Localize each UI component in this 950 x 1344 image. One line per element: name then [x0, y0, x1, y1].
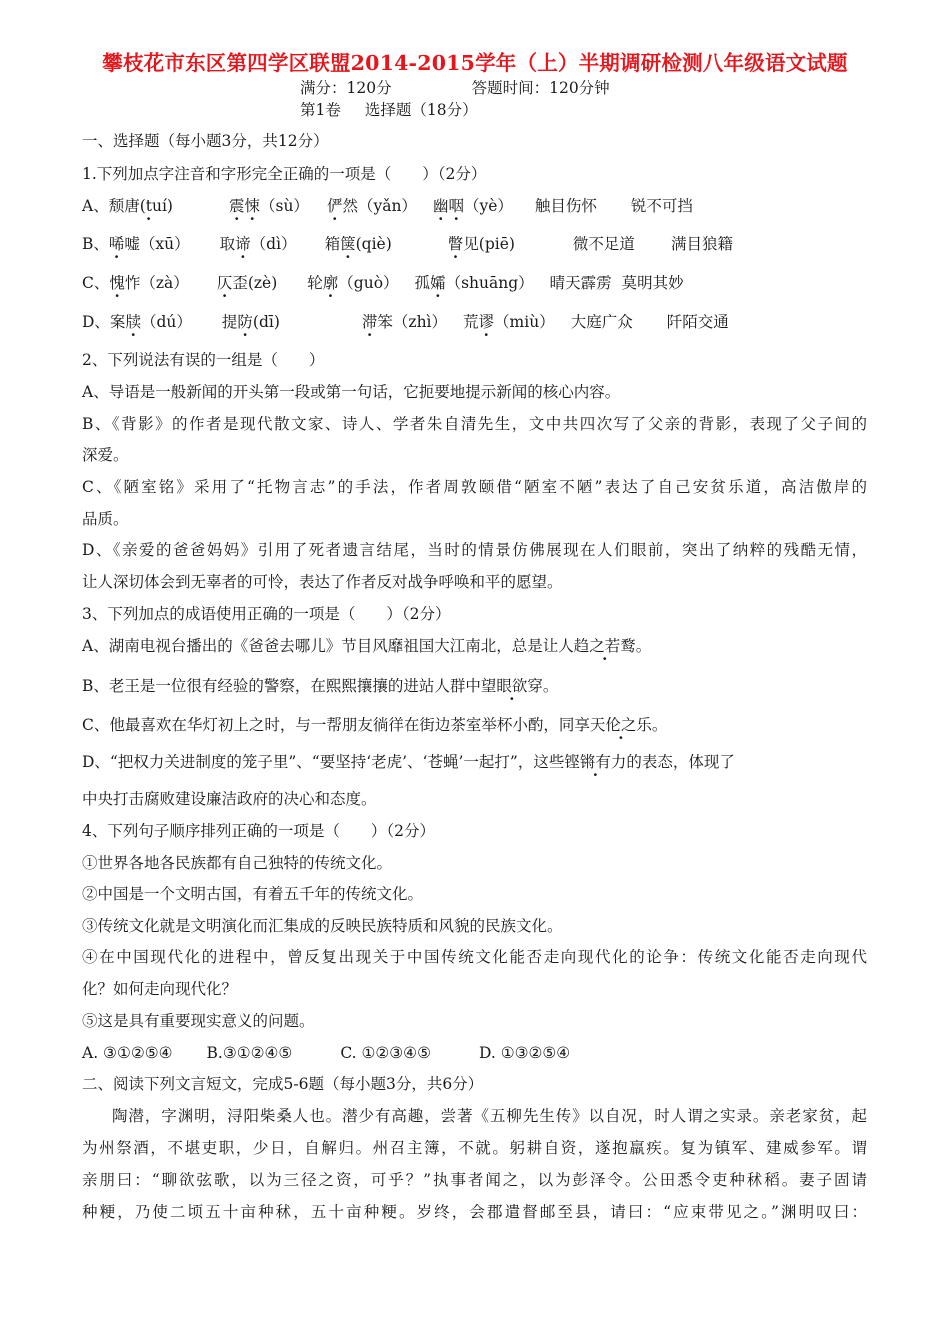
text-fragment: （guò） — [338, 274, 399, 292]
text-fragment: 谬 — [478, 313, 495, 331]
text-fragment: 牍 — [125, 313, 141, 331]
q4-sentence-4-line1: ④在中国现代化的进程中，曾反复出现关于中国传统文化能否走向现代化的论争：传统文化能否走向现代 — [82, 948, 867, 966]
text-fragment: 滞 — [361, 313, 378, 331]
text-fragment: 的表态，体现了 — [626, 753, 735, 771]
text-fragment: 大庭广众 — [570, 313, 633, 331]
text-fragment: 孀 — [430, 274, 446, 292]
q4-sentence-5: ⑤这是具有重要现实意义的问题。 — [82, 1012, 315, 1030]
exam-title: 攀枝花市东区第四学区联盟2014-2015学年（上）半期调研检测八年级语文试题 — [102, 51, 848, 75]
text-fragment: （shuāng） — [445, 274, 534, 292]
text-fragment: 咽 — [448, 197, 464, 215]
passage-line-2: 为州祭酒，不堪吏职，少日，自解归。州召主簿，不就。躬耕自资，遂抱羸疾。复为镇军、建威参军。谓 — [82, 1139, 867, 1157]
q1-stem: 1.下列加点字注音和字形完全正确的一项是（ ）（2分） — [82, 165, 487, 183]
text-fragment: D、“把权力关进制度的笼子里”、“要坚持‘老虎’、‘苍蝇’一起打”，这些 — [82, 753, 565, 771]
q4-sentence-3: ③传统文化就是文明演化而汇集成的反映民族特质和风貌的民族文化。 — [82, 917, 563, 935]
q4-option-b: B.③①②④⑤ — [206, 1044, 293, 1062]
text-fragment: （sù） — [260, 197, 309, 215]
q4-option-c: C. ①②③④⑤ — [340, 1044, 431, 1062]
text-fragment: 仄 — [216, 274, 233, 292]
text-fragment: 幽 — [432, 197, 449, 215]
text-fragment: 第1卷 — [300, 101, 341, 119]
text-fragment: （dì） — [250, 235, 297, 253]
text-fragment: （zhì） — [392, 313, 448, 331]
q2-option-d-line2: 让人深切体会到无辜者的可怜，表达了作者反对战争呼唤和平的愿望。 — [82, 573, 563, 591]
q4-option-d: D. ①③②⑤④ — [478, 1044, 571, 1062]
text-fragment: 谛 — [235, 235, 251, 253]
text-fragment: 阡陌交通 — [666, 313, 729, 331]
text-fragment: (qiè) — [355, 235, 392, 253]
text-fragment: 笨 — [377, 313, 393, 331]
text-fragment: 孤 — [414, 274, 431, 292]
text-fragment: 晴天霹雳 — [549, 274, 612, 292]
text-fragment: 微不足道 — [572, 235, 635, 253]
text-fragment: 俨 — [326, 197, 343, 215]
text-fragment: 箧 — [340, 235, 356, 253]
text-fragment: C、他最喜欢在华灯初上之时，与一帮朋友徜徉在街边茶室举杯小酌，同享 — [82, 716, 590, 734]
text-fragment: A、湖南电视台播出的《爸爸去哪儿》节目风靡祖国大江南北，总是让人 — [82, 637, 574, 655]
q3-option-b — [82, 676, 558, 696]
q4-option-a: A. ③①②⑤④ — [82, 1044, 173, 1062]
text-fragment: 锐不可挡 — [630, 197, 693, 215]
exam-time: 答题时间：120分钟 — [471, 79, 610, 97]
passage-line-1: 陶潜，字渊明，浔阳柴桑人也。潜少有高趣，尝著《五柳先生传》以自况，时人谓之实录。亲老家贫，起 — [112, 1107, 867, 1125]
text-fragment: D、案 — [82, 313, 126, 331]
text-fragment: 触目伤怀 — [534, 197, 597, 215]
text-fragment: 。 — [635, 637, 652, 655]
text-fragment: (dī) — [252, 313, 280, 331]
text-fragment: （yè） — [463, 197, 513, 215]
q1-option-b — [82, 234, 733, 254]
q2-option-b-line1: B、《背影》的作者是现代散文家、诗人、学者朱自清先生，文中共四次写了父亲的背影，表现了父子间的 — [82, 415, 867, 433]
q1-option-a — [82, 196, 693, 216]
q3-option-d — [82, 752, 735, 772]
q2-option-c-line1: C、《陋室铭》采用了“托物言志”的手法，作者周敦颐借“陋室不陋”表达了自己安贫乐道，高洁傲岸的 — [82, 478, 867, 496]
q4-options — [82, 1043, 570, 1063]
q4-sentence-4-line2: 化？如何走向现代化？ — [82, 980, 238, 998]
text-fragment: 嘘（xū） — [124, 235, 190, 253]
text-fragment: 。 — [542, 677, 559, 695]
q2-option-d-line1: D、《亲爱的爸爸妈妈》引用了死者遗言结尾，当时的情景仿佛展现在人们眼前，突出了纳粹的残酷无情， — [82, 541, 867, 559]
text-fragment: 唏 — [108, 235, 125, 253]
full-score: 满分：120分 — [300, 79, 392, 97]
q4-sentence-2: ②中国是一个文明古国，有着五千年的传统文化。 — [82, 885, 424, 903]
text-fragment: 震 — [228, 197, 245, 215]
text-fragment: 。 — [651, 716, 668, 734]
idiom-d: 铿锵有力 — [564, 753, 627, 771]
text-fragment: B、老王是一位很有经验的警察，在熙熙攘攘的进站人群中 — [82, 677, 481, 695]
exam-meta — [300, 78, 610, 98]
q4-stem: 4、下列句子顺序排列正确的一项是（ ）（2分） — [82, 822, 435, 840]
text-fragment: 廓 — [322, 274, 339, 292]
text-fragment: （dú） — [140, 313, 192, 331]
text-fragment: 莫明其妙 — [621, 274, 684, 292]
text-fragment: 选择题（18分） — [364, 101, 478, 119]
text-fragment: 然（yǎn） — [342, 197, 417, 215]
q2-option-a: A、导语是一般新闻的开头第一段或第一句话，它扼要地提示新闻的核心内容。 — [82, 383, 621, 401]
idiom-b: 望眼欲穿 — [480, 677, 543, 695]
q1-option-d — [82, 312, 729, 332]
text-fragment: B、 — [82, 235, 109, 253]
text-fragment: 荒 — [463, 313, 479, 331]
q2-stem: 2、下列说法有误的一组是（ ） — [82, 351, 325, 369]
text-fragment: 歪(zè) — [232, 274, 278, 292]
q2-option-b-line2: 深爱。 — [82, 446, 129, 464]
idiom-a: 趋之若鹜 — [573, 637, 636, 655]
text-fragment: C、 — [82, 274, 110, 292]
text-fragment: 箱 — [324, 235, 341, 253]
text-fragment: 瞥 — [447, 235, 464, 253]
q4-sentence-1: ①世界各地各民族都有自己独特的传统文化。 — [82, 854, 393, 872]
q3-option-a — [82, 636, 651, 656]
passage-line-3: 亲朋曰：“聊欲弦歌，以为三径之资，可乎？”执事者闻之，以为彭泽令。公田悉令吏种秫稻。妻子固请 — [82, 1171, 867, 1189]
text-fragment: 提 — [221, 313, 238, 331]
text-fragment: 怍（zà） — [124, 274, 189, 292]
text-fragment: 悚 — [244, 197, 260, 215]
passage-line-4: 种粳，乃使二顷五十亩种秫，五十亩种粳。岁终，会郡遣督邮至县，请曰：“应束带见之。”渊明叹曰： — [82, 1203, 867, 1221]
text-fragment: 愧 — [109, 274, 125, 292]
text-fragment: A、颓 — [82, 197, 125, 215]
text-fragment: （miù） — [494, 313, 555, 331]
text-fragment: 唐(tuí) · — [124, 197, 173, 215]
q3-stem: 3、下列加点的成语使用正确的一项是（ ）（2分） — [82, 605, 451, 623]
text-fragment: 轮 — [307, 274, 323, 292]
text-fragment: 取 — [219, 235, 236, 253]
section1-heading: 一、选择题（每小题3分，共12分） — [82, 132, 329, 150]
text-fragment: 满目狼籍 — [670, 235, 733, 253]
q2-option-c-line2: 品质。 — [82, 510, 129, 528]
idiom-c: 天伦之乐 — [589, 716, 652, 734]
text-fragment: 见(piē) — [463, 235, 515, 253]
volume-heading — [300, 100, 478, 120]
q1-option-c — [82, 273, 684, 293]
q3-option-c — [82, 715, 667, 735]
text-fragment: 防 — [237, 313, 253, 331]
q3-option-d-line2: 中央打击腐败建设廉洁政府的决心和态度。 — [82, 790, 377, 808]
section2-heading: 二、阅读下列文言短文，完成5-6题（每小题3分，共6分） — [82, 1075, 484, 1093]
